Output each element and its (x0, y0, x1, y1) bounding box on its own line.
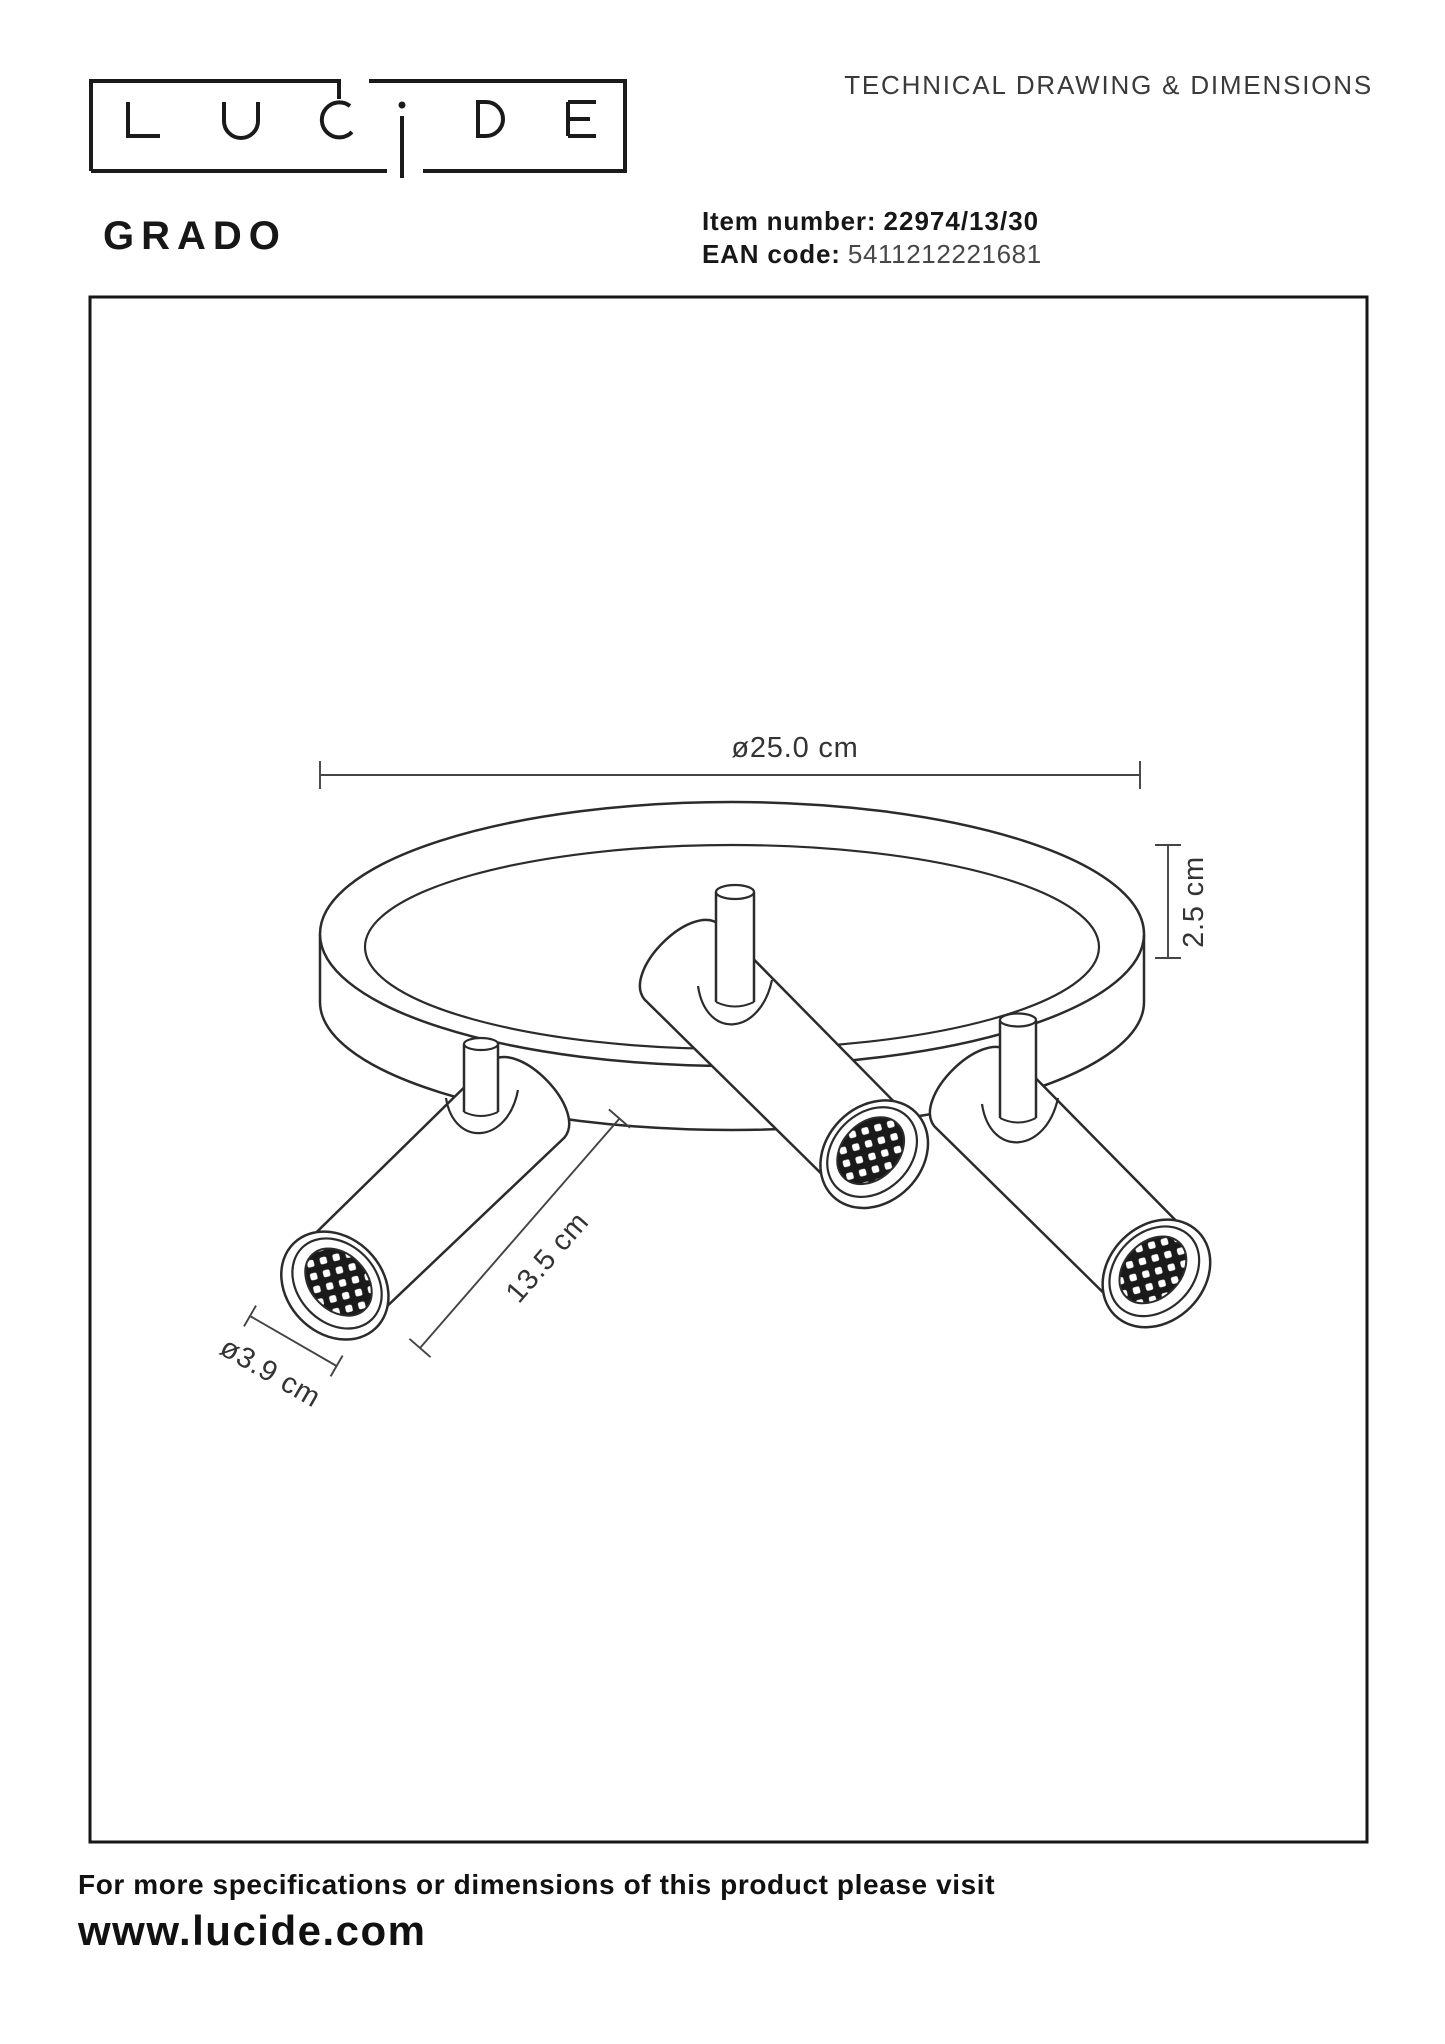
dimension-diameter (320, 761, 1140, 789)
footer (78, 1869, 995, 1955)
spot-right (911, 1014, 1232, 1350)
dim-label-spot-length: 13.5 cm (499, 1206, 596, 1310)
product-name: GRADO (103, 214, 287, 258)
spot-right-stem (1000, 1014, 1036, 1123)
dim-label-spot-diameter: ø3.9 cm (214, 1331, 327, 1415)
spot-middle-stem (716, 885, 754, 1007)
footer-note: For more specifications or dimensions of this product please visit (78, 1869, 996, 1900)
item-number-label: Item number: (702, 206, 877, 236)
footer-url: www.lucide.com (78, 1907, 427, 1954)
ean-label: EAN code: (702, 239, 841, 269)
spot-left-stem (464, 1038, 498, 1116)
item-number-value: 22974/13/30 (883, 206, 1040, 236)
dim-label-height: 2.5 cm (1178, 856, 1210, 948)
ean-value: 5411212221681 (847, 239, 1042, 269)
dim-label-diameter: ø25.0 cm (731, 732, 859, 764)
doc-type-title: TECHNICAL DRAWING & DIMENSIONS (844, 70, 1373, 100)
